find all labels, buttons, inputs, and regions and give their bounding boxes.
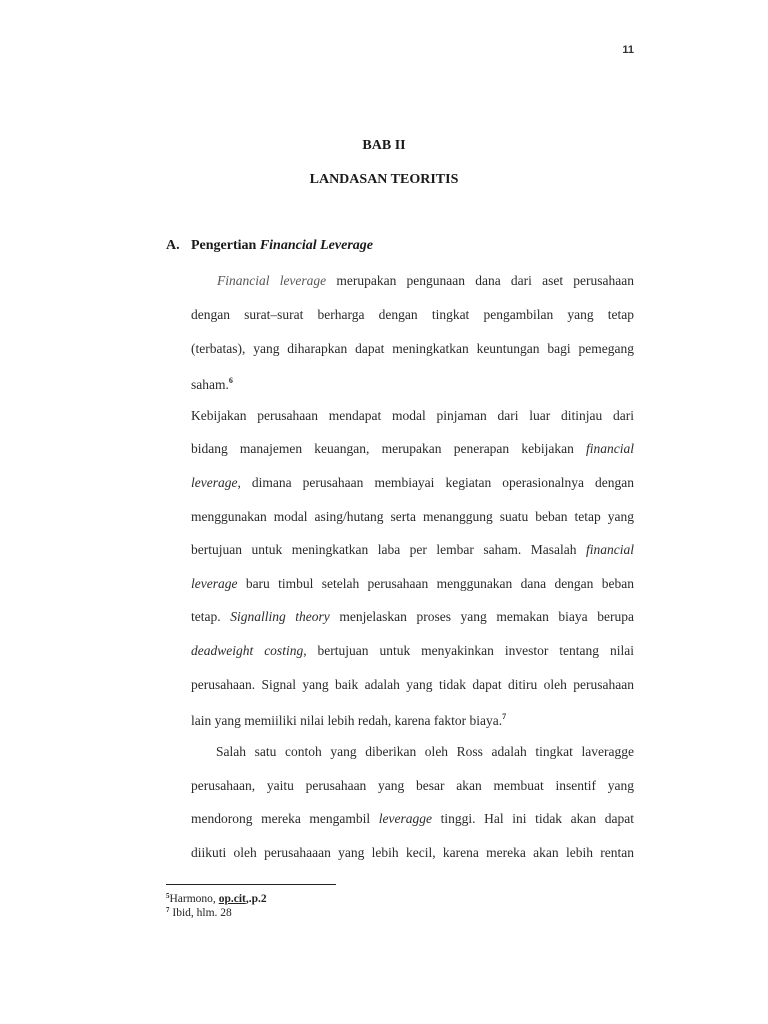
- paragraph-3-line-2: perusahaan, yaitu perusahaan yang besar akan membuat insentif yang: [191, 778, 634, 793]
- footnote-5: [166, 892, 267, 905]
- paragraph-2-line-7: [191, 609, 634, 625]
- paragraph-1-line-2: dengan surat–surat berharga dengan tingkat pengambilan yang tetap: [191, 307, 634, 322]
- footnote-ref-link: op.cit: [218, 893, 246, 905]
- section-letter: A.: [166, 238, 180, 253]
- italic-term: Signalling theory: [230, 609, 330, 624]
- section-title-plain: Pengertian: [191, 238, 260, 253]
- paragraph-1-line-1: [191, 273, 634, 289]
- chapter-title: LANDASAN TEORITIS: [309, 172, 459, 187]
- footnote-author: Harmono,: [169, 893, 219, 905]
- text-span: bertujuan untuk meningkatkan laba per lembar saham. Masalah: [191, 542, 586, 557]
- text-span: tinggi. Hal ini tidak akan dapat: [432, 811, 634, 826]
- text-span: menjelaskan proses yang memakan biaya berupa: [329, 609, 634, 624]
- italic-term: leverage: [191, 576, 238, 591]
- page-number: 11: [622, 44, 634, 56]
- text-span: , dimana perusahaan membiayai kegiatan operasionalnya dengan: [237, 475, 634, 490]
- text-span: lain yang memiiliki nilai lebih redah, karena faktor biaya.: [191, 713, 503, 728]
- paragraph-2-line-3: [191, 475, 634, 491]
- paragraph-1-line-3: (terbatas), yang diharapkan dapat meningkatkan keuntungan bagi pemegang: [191, 341, 634, 356]
- italic-term: leveragge: [378, 811, 433, 826]
- text-span: mendorong mereka mengambil: [191, 811, 379, 826]
- text-span: merupakan pengunaan dana dari aset perusahaan: [326, 273, 634, 288]
- paragraph-2-line-6: [191, 576, 634, 592]
- footnote-7: [166, 906, 232, 919]
- paragraph-3-line-4: diikuti oleh perusahaaan yang lebih kecil, karena mereka akan lebih rentan: [191, 845, 634, 860]
- italic-term: financial: [586, 542, 634, 557]
- section-heading: [166, 238, 373, 254]
- footnote-text: Ibid, hlm. 28: [169, 907, 232, 919]
- paragraph-2-line-4: menggunakan modal asing/hutang serta menanggung suatu beban tetap yang: [191, 509, 634, 524]
- paragraph-1-line-4: [191, 373, 634, 393]
- paragraph-2-line-5: [191, 542, 634, 558]
- paragraph-2-line-8: [191, 643, 634, 659]
- paragraph-3-line-3: [191, 811, 634, 827]
- italic-term: financial: [586, 441, 634, 456]
- paragraph-2-line-9: perusahaan. Signal yang baik adalah yang tidak dapat ditiru oleh perusahaan: [191, 677, 634, 692]
- chapter-number: BAB II: [362, 138, 406, 153]
- paragraph-3-line-1: Salah satu contoh yang diberikan oleh Ross adalah tingkat laveragge: [216, 744, 634, 759]
- footnote-mark: 5: [166, 892, 170, 900]
- italic-term: leverage: [191, 475, 238, 490]
- footnote-page: ,.p.2: [245, 893, 267, 905]
- footnote-mark: 7: [166, 906, 170, 914]
- text-span: baru timbul setelah perusahaan menggunakan dana dengan beban: [237, 576, 634, 591]
- italic-term: deadweight costing: [191, 643, 304, 658]
- section-title-italic: Financial Leverage: [259, 238, 373, 253]
- paragraph-2-line-1: Kebijakan perusahaan mendapat modal pinjaman dari luar ditinjau dari: [191, 408, 634, 423]
- paragraph-2-line-10: [191, 709, 634, 729]
- text-span: bidang manajemen keuangan, merupakan penerapan kebijakan: [191, 441, 586, 456]
- paragraph-2-line-2: [191, 441, 634, 457]
- footnote-divider: [166, 884, 336, 885]
- text-span: saham.: [191, 377, 229, 392]
- text-span: tetap.: [191, 609, 231, 624]
- footnote-ref-7: 7: [502, 712, 507, 721]
- footnote-ref-6: 6: [228, 376, 233, 385]
- italic-term: Financial leverage: [217, 273, 327, 288]
- text-span: , bertujuan untuk menyakinkan investor tentang nilai: [303, 643, 634, 658]
